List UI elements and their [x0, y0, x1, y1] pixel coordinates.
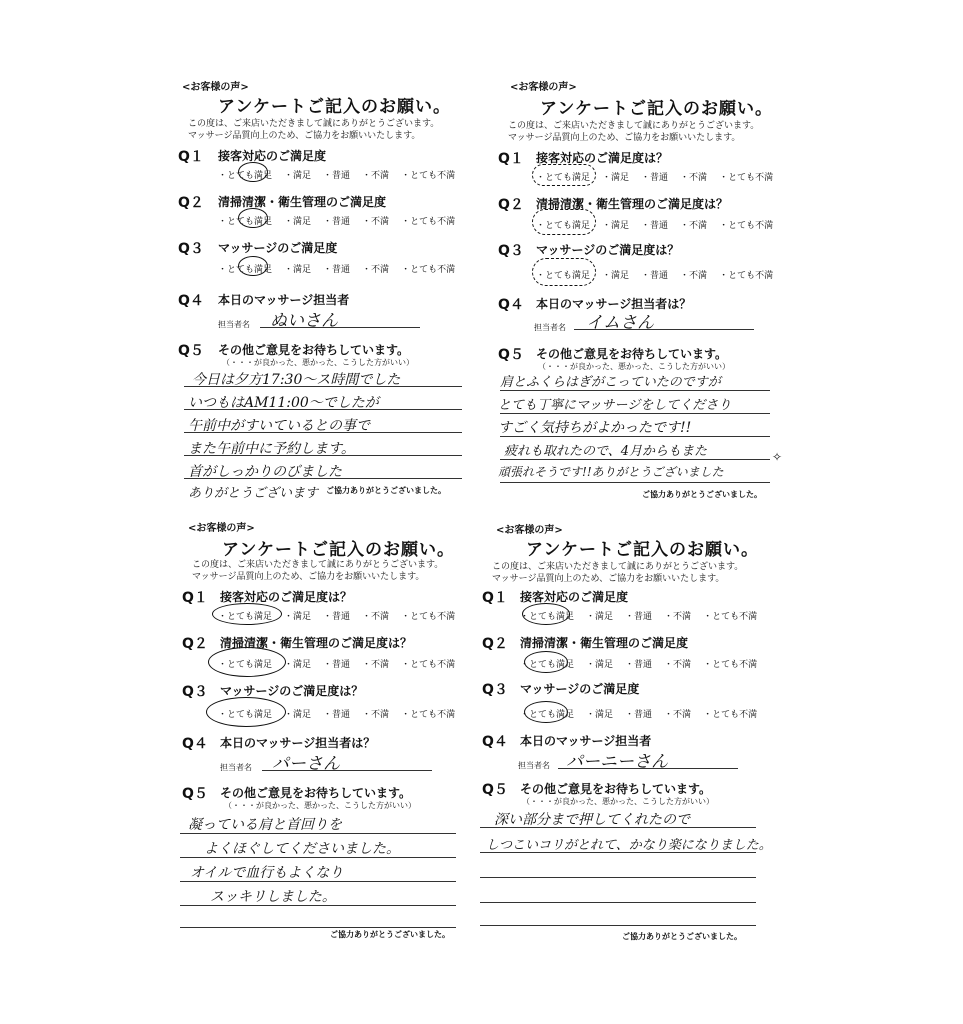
option-dissatisfied[interactable]: ・不満	[362, 660, 390, 670]
q1-number: Q１	[178, 149, 204, 165]
q5-hint: （・・・が良かった、悪かった、こうした方がいい）	[222, 358, 414, 367]
option-neutral[interactable]: ・普通	[323, 710, 351, 720]
q4-question: 本日のマッサージ担当者は？	[536, 297, 692, 311]
q1-options	[520, 609, 769, 622]
q5-question: その他ご意見をお待ちしています。	[536, 347, 728, 361]
q2-number: Q２	[178, 195, 204, 211]
staff-label: 担当者名	[218, 320, 250, 329]
option-very-dissatisfied[interactable]: ・とても不満	[703, 710, 758, 720]
q4-number: Q４	[482, 734, 508, 750]
q1-question: 接客対応のご満足度	[520, 590, 629, 604]
comment-line-5: 首がしっかりのびました	[188, 464, 342, 480]
comment-line-1: 肩とふくらはぎがこっていたのですが	[500, 375, 721, 390]
q3-options	[218, 707, 467, 720]
option-very-dissatisfied[interactable]: ・とても不満	[401, 217, 456, 227]
q3-options	[218, 262, 467, 275]
intro-line-1: この度は、ご来店いただきまして誠にありがとうございます。	[188, 119, 440, 129]
staff-name: イムさん	[586, 313, 654, 333]
q3-options	[520, 707, 769, 720]
option-neutral[interactable]: ・普通	[323, 265, 351, 275]
q2-number: Q２	[498, 197, 524, 213]
option-very-satisfied[interactable]: ・とても満足	[520, 660, 575, 670]
option-dissatisfied[interactable]: ・不満	[680, 173, 708, 183]
q3-number: Q３	[482, 682, 508, 698]
staff-name: パーニーさん	[566, 752, 668, 772]
option-very-dissatisfied[interactable]: ・とても不満	[401, 171, 456, 181]
option-satisfied[interactable]: ・満足	[284, 710, 312, 720]
option-neutral[interactable]: ・普通	[323, 217, 351, 227]
header-tag: <お客様の声>	[510, 82, 577, 93]
sparkle-icon: ✧	[772, 450, 783, 464]
intro-line-2: マッサージ品質向上のため、ご協力をお願いいたします。	[492, 574, 725, 584]
q3-options	[536, 268, 785, 281]
comment-line-2: よくほぐしてくださいました。	[204, 841, 400, 857]
q2-question: 清掃清潔・衛生管理のご満足度	[218, 195, 387, 209]
q1-options	[536, 170, 785, 183]
q2-number: Q２	[482, 636, 508, 652]
q1-options	[218, 609, 467, 622]
option-satisfied[interactable]: ・満足	[284, 265, 312, 275]
comment-line-6: ありがとうございます	[188, 486, 319, 501]
option-satisfied[interactable]: ・満足	[586, 612, 614, 622]
option-very-dissatisfied[interactable]: ・とても不満	[703, 612, 758, 622]
header-tag: <お客様の声>	[182, 82, 249, 93]
staff-name: パーさん	[272, 754, 340, 774]
q3-question: マッサージのご満足度	[520, 682, 640, 696]
comment-line-1: 今日は夕方17:30～ス時間でした	[192, 372, 401, 388]
q2-options	[520, 657, 769, 670]
option-satisfied[interactable]: ・満足	[586, 710, 614, 720]
option-satisfied[interactable]: ・満足	[602, 221, 630, 231]
option-dissatisfied[interactable]: ・不満	[680, 221, 708, 231]
option-dissatisfied[interactable]: ・不満	[362, 612, 390, 622]
option-satisfied[interactable]: ・満足	[602, 173, 630, 183]
option-very-dissatisfied[interactable]: ・とても不満	[401, 265, 456, 275]
q5-number: Q５	[178, 343, 204, 359]
option-very-dissatisfied[interactable]: ・とても不満	[703, 660, 758, 670]
q2-question: 清掃清潔・衛生管理のご満足度は？	[536, 197, 729, 211]
thanks-note: ご協力ありがとうございました。	[642, 490, 762, 499]
comment-rule	[500, 390, 770, 391]
header-tag: <お客様の声>	[188, 523, 255, 534]
option-very-satisfied[interactable]: ・とても満足	[218, 660, 273, 670]
comment-rule	[500, 413, 770, 414]
q5-number: Q５	[498, 347, 524, 363]
q3-question: マッサージのご満足度は？	[220, 684, 364, 698]
intro-line-2: マッサージ品質向上のため、ご協力をお願いいたします。	[508, 133, 741, 143]
survey-card-1	[170, 72, 470, 502]
option-very-satisfied[interactable]: ・とても満足	[520, 612, 575, 622]
staff-name: ぬいさん	[270, 311, 338, 331]
q5-question: その他ご意見をお待ちしています。	[218, 343, 410, 357]
option-neutral[interactable]: ・普通	[625, 612, 653, 622]
q3-number: Q３	[498, 243, 524, 259]
intro-line-1: この度は、ご来店いただきまして誠にありがとうございます。	[192, 560, 444, 570]
q1-options	[218, 168, 467, 181]
q3-number: Q３	[182, 684, 208, 700]
option-dissatisfied[interactable]: ・不満	[362, 710, 390, 720]
option-very-satisfied[interactable]: ・とても満足	[536, 221, 591, 231]
q2-number: Q２	[182, 636, 208, 652]
q1-question: 接客対応のご満足度は？	[220, 590, 353, 604]
comment-line-3: 午前中がすいているとの事で	[188, 418, 370, 434]
option-very-dissatisfied[interactable]: ・とても不満	[719, 271, 774, 281]
option-neutral[interactable]: ・普通	[323, 660, 351, 670]
option-very-dissatisfied[interactable]: ・とても不満	[401, 710, 456, 720]
q4-number: Q４	[498, 297, 524, 313]
survey-card-2	[482, 72, 782, 502]
option-very-dissatisfied[interactable]: ・とても不満	[401, 612, 456, 622]
form-title: アンケートご記入のお願い。	[540, 99, 773, 119]
q4-question: 本日のマッサージ担当者	[520, 734, 652, 748]
staff-label: 担当者名	[534, 323, 566, 332]
q5-hint: （・・・が良かった、悪かった、こうした方がいい）	[538, 362, 730, 371]
comment-rule	[480, 902, 756, 903]
option-dissatisfied[interactable]: ・不満	[664, 710, 692, 720]
option-very-dissatisfied[interactable]: ・とても不満	[401, 660, 456, 670]
q1-number: Q１	[182, 590, 208, 606]
option-very-satisfied[interactable]: ・とても満足	[218, 710, 273, 720]
comment-rule	[180, 927, 456, 928]
intro-line-1: この度は、ご来店いただきまして誠にありがとうございます。	[508, 121, 760, 131]
comment-line-1: 凝っている肩と首回りを	[188, 817, 342, 833]
comment-line-5: 頑張れそうです!!ありがとうございました	[498, 465, 724, 479]
intro-line-1: この度は、ご来店いただきまして誠にありがとうございます。	[492, 562, 744, 572]
thanks-note: ご協力ありがとうございました。	[622, 932, 742, 941]
option-neutral[interactable]: ・普通	[625, 660, 653, 670]
form-title: アンケートご記入のお願い。	[218, 97, 451, 117]
option-satisfied[interactable]: ・満足	[284, 612, 312, 622]
option-satisfied[interactable]: ・満足	[602, 271, 630, 281]
option-satisfied[interactable]: ・満足	[586, 660, 614, 670]
option-dissatisfied[interactable]: ・不満	[664, 612, 692, 622]
q3-number: Q３	[178, 241, 204, 257]
option-dissatisfied[interactable]: ・不満	[664, 660, 692, 670]
q1-question: 接客対応のご満足度は？	[536, 151, 669, 165]
option-neutral[interactable]: ・普通	[323, 171, 351, 181]
comment-rule	[500, 459, 770, 460]
option-satisfied[interactable]: ・満足	[284, 171, 312, 181]
survey-card-4	[466, 515, 772, 945]
q2-options	[218, 657, 467, 670]
form-title: アンケートご記入のお願い。	[222, 540, 455, 560]
q4-question: 本日のマッサージ担当者	[218, 293, 350, 307]
q1-number: Q１	[498, 151, 524, 167]
form-title: アンケートご記入のお願い。	[526, 540, 759, 560]
option-dissatisfied[interactable]: ・不満	[362, 171, 390, 181]
comment-line-2: しつこいコリがとれて、かなり楽になりました。	[486, 838, 772, 853]
option-very-satisfied[interactable]: ・とても満足	[536, 173, 591, 183]
option-neutral[interactable]: ・普通	[641, 173, 669, 183]
option-neutral[interactable]: ・普通	[323, 612, 351, 622]
option-very-dissatisfied[interactable]: ・とても不満	[719, 173, 774, 183]
option-very-satisfied[interactable]: ・とても満足	[218, 217, 273, 227]
comment-line-2: とても丁寧にマッサージをしてくださり	[498, 398, 732, 413]
option-neutral[interactable]: ・普通	[641, 221, 669, 231]
survey-card-3	[170, 515, 460, 945]
thanks-note: ご協力ありがとうございました。	[330, 930, 450, 939]
comment-line-3: すごく気持ちがよかったです!!	[498, 420, 692, 436]
option-dissatisfied[interactable]: ・不満	[362, 217, 390, 227]
option-dissatisfied[interactable]: ・不満	[680, 271, 708, 281]
q5-hint: （・・・が良かった、悪かった、こうした方がいい）	[224, 801, 416, 810]
option-satisfied[interactable]: ・満足	[284, 660, 312, 670]
comment-line-4: また午前中に予約します。	[188, 441, 355, 457]
option-very-satisfied[interactable]: ・とても満足	[218, 171, 273, 181]
q2-options	[218, 214, 467, 227]
comment-rule	[480, 925, 756, 926]
option-very-satisfied[interactable]: ・とても満足	[520, 710, 575, 720]
q5-number: Q５	[182, 786, 208, 802]
q3-question: マッサージのご満足度は？	[536, 243, 680, 257]
comment-rule	[480, 877, 756, 878]
q2-options	[536, 218, 785, 231]
comment-line-1: 深い部分まで押してくれたので	[494, 812, 690, 828]
q2-question: 清掃清潔・衛生管理のご満足度	[520, 636, 689, 650]
q1-number: Q１	[482, 590, 508, 606]
q5-hint: （・・・が良かった、悪かった、こうした方がいい）	[522, 797, 714, 806]
option-very-satisfied[interactable]: ・とても満足	[218, 265, 273, 275]
q4-question: 本日のマッサージ担当者は？	[220, 736, 376, 750]
q2-question: 清掃清潔・衛生管理のご満足度は？	[220, 636, 413, 650]
option-neutral[interactable]: ・普通	[625, 710, 653, 720]
intro-line-2: マッサージ品質向上のため、ご協力をお願いいたします。	[188, 131, 421, 141]
comment-line-3: オイルで血行もよくなり	[190, 865, 344, 881]
q4-number: Q４	[178, 293, 204, 309]
comment-line-4: 疲れも取れたので、4月からもまた	[504, 444, 708, 459]
staff-label: 担当者名	[518, 761, 550, 770]
comment-rule	[500, 482, 770, 483]
q5-question: その他ご意見をお待ちしています。	[520, 782, 712, 796]
intro-line-2: マッサージ品質向上のため、ご協力をお願いいたします。	[192, 572, 425, 582]
q5-number: Q５	[482, 782, 508, 798]
q5-question: その他ご意見をお待ちしています。	[220, 786, 412, 800]
q1-question: 接客対応のご満足度	[218, 149, 327, 163]
option-very-satisfied[interactable]: ・とても満足	[536, 271, 591, 281]
option-very-dissatisfied[interactable]: ・とても不満	[719, 221, 774, 231]
q4-number: Q４	[182, 736, 208, 752]
option-satisfied[interactable]: ・満足	[284, 217, 312, 227]
staff-label: 担当者名	[220, 763, 252, 772]
thanks-note: ご協力ありがとうございました。	[326, 486, 446, 495]
header-tag: <お客様の声>	[496, 525, 563, 536]
comment-line-2: いつもはAM11:00～でしたが	[188, 395, 379, 411]
option-very-satisfied[interactable]: ・とても満足	[218, 612, 273, 622]
option-dissatisfied[interactable]: ・不満	[362, 265, 390, 275]
comment-line-4: スッキリしました。	[210, 889, 336, 905]
option-neutral[interactable]: ・普通	[641, 271, 669, 281]
q3-question: マッサージのご満足度	[218, 241, 338, 255]
